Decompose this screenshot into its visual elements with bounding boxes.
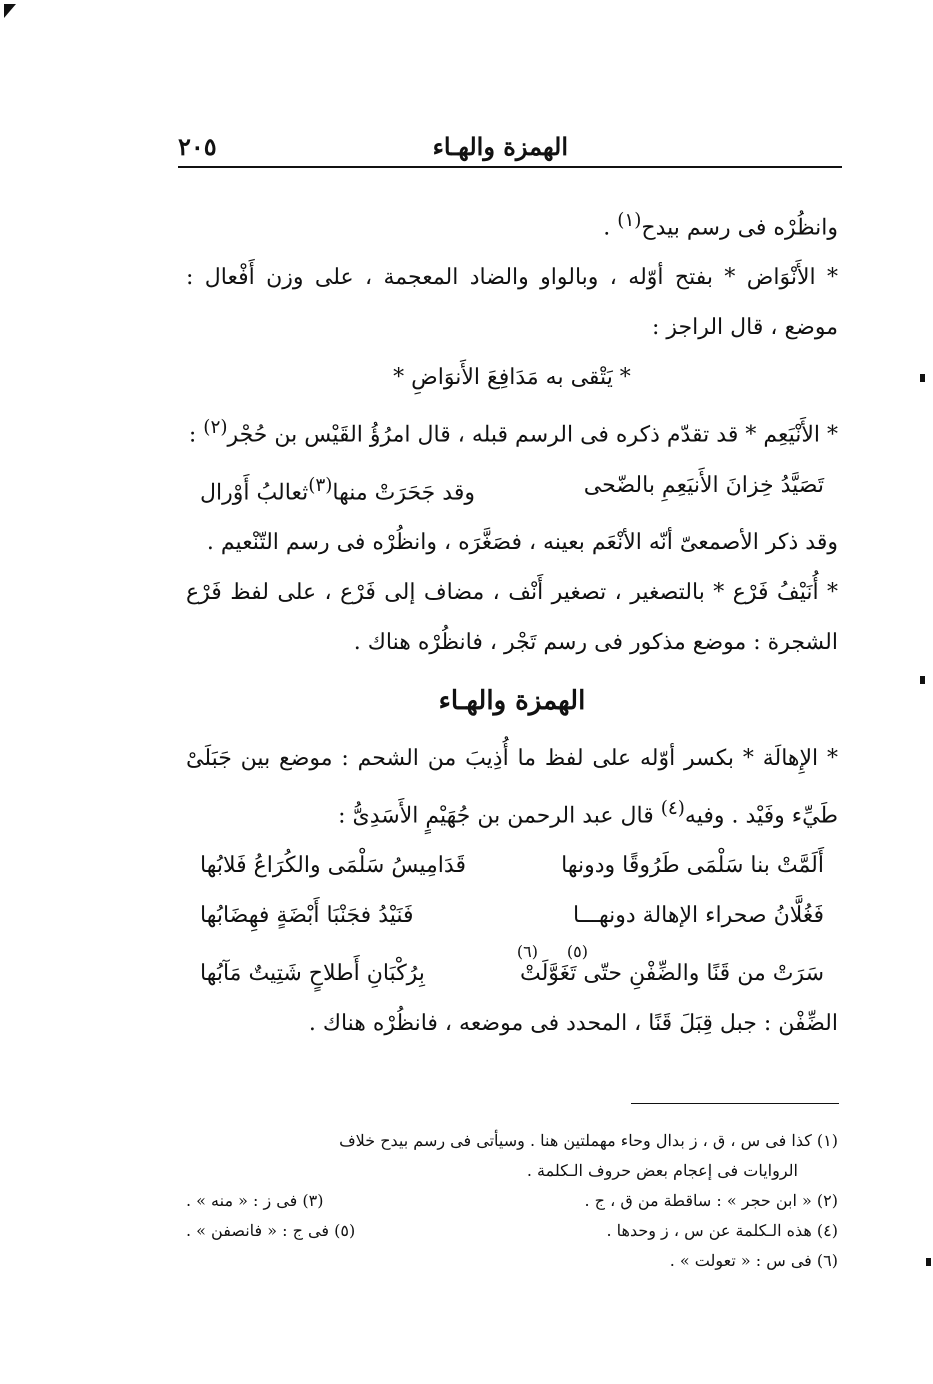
footnote-ref[interactable]: (٣) — [308, 474, 333, 496]
paragraph: الضِّفْن : جبل قِبَلَ قَنًا ، المحدد فى موضعه ، فانظُرْه هناك . — [308, 1011, 838, 1037]
paragraph: وقد ذكر الأصمعىّ أنّه الأنْعَم بعينه ، فصَغَّرَه ، وانظُرْه فى رسم التّنْعيم . — [206, 529, 838, 555]
footnote-continuation: الروايات فى إعجام بعض حروف الـكلمة . — [526, 1161, 798, 1180]
footnote-ref[interactable]: (٢) — [203, 417, 228, 439]
footnote-ref[interactable]: (٥) — [566, 942, 588, 962]
footnote-row — [186, 1186, 838, 1216]
scan-edge-mark — [920, 676, 925, 684]
verse-line — [186, 461, 838, 518]
verse-line — [186, 891, 838, 941]
section-title: الهمزة والهـاء — [438, 685, 586, 716]
footnote-ref[interactable]: (٦) — [516, 942, 538, 962]
verse-hemistich: قَدَامِيسُ سَلْمَى والكُرَاعُ فَلابُها — [200, 853, 466, 879]
footnote-rule — [631, 1103, 839, 1104]
verse-hemistich: تَصَيَّدُ خِزانَ الأَنيَعِمِ بالضّحى — [583, 472, 824, 498]
entry-al-ihala: * الإِهالَة * بكسر أوّله على لفظ ما أُذِيبَ من الشحم : موضع بين جَبَلَىْ طَيِّء وفَيْد . وفيه$^{(٤)}$ قال عبد الرحمن بن جُهَيْمٍ الأَسَدِىُّ : — [186, 745, 838, 829]
footnote: (٣) فى ز : « منه » . — [186, 1191, 324, 1210]
footnote: (٢) « ابن حجر » : ساقطة من ق ، ج . — [584, 1191, 838, 1210]
main-text — [186, 196, 838, 1049]
verse-hemistich: فَغُلَّانُ صحراء الإهالة دونهـــا — [572, 903, 824, 929]
verse-hemistich: سَرَتْ من قَنًا والضِّفْنِ حتّى تَغَوَّلَتْ — [519, 961, 824, 987]
page-number: ٢٠٥ — [178, 131, 217, 161]
header-title: الهمزة والهـاء — [432, 131, 568, 161]
verse-hemistich: فَنَيْدُ فجَنْبَا أَبْضَةٍ فهِضَابُها — [200, 903, 414, 929]
footnote: (٥) فى ج : « فانصفن » . — [186, 1221, 356, 1240]
verse-note-markers — [186, 941, 838, 963]
footnote: (٦) فى س : « تعولت » . — [669, 1251, 838, 1270]
entry-unayf-far: * أُنَيْفُ فَرْع * بالتصغير ، تصغير أَنْف ، مضاف إلى فَرْع ، على لفظ فَرْع الشجرة : موضع مذكور فى رسم تَجْر ، فانظُرْه هناك . — [186, 579, 838, 655]
scan-edge-mark — [920, 374, 925, 382]
scan-corner-mark — [4, 4, 16, 18]
running-header — [178, 124, 838, 168]
verse-line: * يَتْقى به مَدَافِعَ الأَنوَاضِ * — [393, 365, 631, 391]
verse-hemistich: أَلَمَّتْ بنا سَلْمَى طَرُوقًا ودونها — [561, 853, 824, 879]
footnote: (١) كذا فى س ، ق ، ز بدال وحاء مهملتين هنا . وسيأتى فى رسم بيدح خلاف — [339, 1131, 838, 1150]
footnote-row — [186, 1216, 838, 1246]
footnote-ref[interactable]: (٤) — [660, 797, 685, 819]
footnote: (٤) هذه الـكلمة عن س ، ز وحدها . — [606, 1221, 838, 1240]
footnotes — [186, 1126, 838, 1276]
paragraph: وانظُرْه فى رسم بيدح$^{(١)}$ . — [603, 210, 838, 241]
footnote-ref[interactable]: (١) — [617, 210, 642, 231]
entry-al-anwad: * الأَنْوَاض * بفتح أوّله ، وبالواو والضاد المعجمة ، على وزن أَفْعال : موضع ، قال الراجز : — [186, 265, 838, 341]
verse-line — [186, 841, 838, 891]
header-rule — [178, 166, 842, 168]
verse-hemistich: بِرُكْبَانِ أَطلاحٍ شَتِيتٌ مَآبُها — [200, 961, 425, 987]
entry-al-anyaim: * الأَنْيَعِم * قد تقدّم ذكره فى الرسم قبله ، قال امرُؤُ القَيْس بن حُجْر$^{(٢)}$ : — [188, 417, 838, 448]
scan-edge-mark — [926, 1258, 931, 1266]
verse-hemistich: وقد جَحَرَتْ منها$^{(٣)}$ثعالبُ أَوْرال — [200, 474, 475, 505]
